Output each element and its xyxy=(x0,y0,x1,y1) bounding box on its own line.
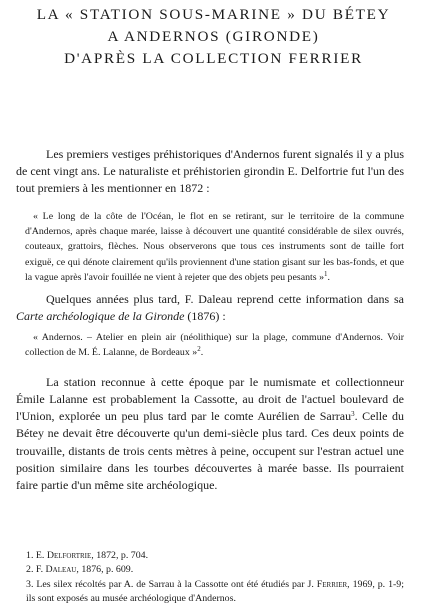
paragraph-daleau-text-b: (1876) : xyxy=(184,308,226,323)
footnote-3-text-a: Les silex récoltés par A. de Sarrau à la Cassotte ont été étudiés par xyxy=(36,578,308,590)
footnotes xyxy=(16,549,404,607)
chapter-title xyxy=(12,4,415,70)
paragraph-lalanne-text-b: . Celle du Bétey ne devait être découverte qu'un demi-siècle plus tard. Ces deux points de trouvaille, distants de trois cents mètres à peine, occupent sur l'estran actuel une position similaire dans les tourbes découvertes à marée basse. Ils pourraient faire partie d'un même site archéologique. xyxy=(16,409,404,493)
footnote-2 xyxy=(16,563,404,577)
footnote-3-text-b: , 1969, p. 1-9; ils sont exposés au musée archéologique d'Andernos. xyxy=(26,578,404,605)
footnote-1-text: , 1872, p. 704. xyxy=(91,550,149,561)
footnote-ref-2[interactable]: 2 xyxy=(197,345,201,354)
footnote-2-author: F. Daleau xyxy=(35,564,77,576)
footnote-3-author: J. Ferrier xyxy=(307,578,348,590)
paragraph-daleau-text-a: Quelques années plus tard, F. Daleau reprend cette information dans sa xyxy=(46,291,404,306)
footnote-3 xyxy=(16,578,404,607)
quote-delfortrie-text: « Le long de la côte de l'Océan, le flot en se retirant, sur le territoire de la commune d'Andernos, après chaque marée, laisse à découvert une quantité considérable de silex ouvrés, couteaux, grattoirs, flèches. Nous observerons que tous ces instruments sont de taille fort exiguë, ce qui dénote clairement qu'ils proviennent d'une station gisant sur les bas-fonds, et que la vague après l'avoir fouillée ne vient à rejeter que des objets peu pesants » xyxy=(25,210,404,284)
footnote-ref-1[interactable]: 1 xyxy=(324,270,328,279)
footnote-2-text: , 1876, p. 609. xyxy=(76,564,134,576)
footnote-1-number: 1. xyxy=(26,550,34,561)
paragraph-lalanne xyxy=(16,374,404,494)
title-line-1: LA « STATION SOUS-MARINE » DU BÉTEY xyxy=(36,6,391,23)
quote-delfortrie: « Le long de la côte de l'Océan, le flot en se retirant, sur le territoire de la commune d'Andernos, après chaque marée, laisse à découvert une quantité considérable de silex ouvrés, couteaux, grattoirs, flèches. Nous observerons que tous ces instruments sont de taille fort exiguë, ce qui dénote clairement qu'ils proviennent d'une station gisant sur les bas-fonds, et que la vague après l'avoir fouillée ne vient à rejeter que des objets peu pesants »$^1$. xyxy=(25,210,404,284)
quote-daleau-text: « Andernos. – Atelier en plein air (néolithique) sur la plage, commune d'Andernos. Voir collection de M. É. Lalanne, de Bordeaux » xyxy=(25,332,404,359)
paragraph-lalanne-text-a: La station reconnue à cette époque par le numismate et collectionneur Émile Lalanne est probablement la Cassotte, au droit de l'actuel boulevard de l'Union, explorée un peu plus tard par le comte Aurélien de Sarrau xyxy=(16,374,404,424)
footnote-1-author: E. Delfortrie xyxy=(35,550,92,561)
paragraph-intro xyxy=(16,146,404,198)
paragraph-intro-text: Les premiers vestiges préhistoriques d'Andernos furent signalés il y a plus de cent vingt ans. Le naturaliste et préhistorien girondin E. Delfortrie fut l'un des tout premiers à les mentionner en 1872 : xyxy=(16,147,404,196)
footnote-ref-3[interactable]: 3 xyxy=(351,410,355,419)
title-line-2: A ANDERNOS (GIRONDE) xyxy=(107,28,320,45)
footnote-3-number: 3. xyxy=(26,578,34,590)
body-text xyxy=(16,146,404,494)
title-line-3: D'APRÈS LA COLLECTION FERRIER xyxy=(64,50,363,67)
quote-daleau: « Andernos. – Atelier en plein air (néolithique) sur la plage, commune d'Andernos. Voir collection de M. É. Lalanne, de Bordeaux »$^2$. xyxy=(25,332,404,359)
paragraph-daleau-work-title: Carte archéologique de la Gironde xyxy=(16,308,185,323)
paragraph-daleau xyxy=(16,291,404,325)
footnote-1 xyxy=(16,549,404,563)
footnote-2-number: 2. xyxy=(26,564,34,576)
